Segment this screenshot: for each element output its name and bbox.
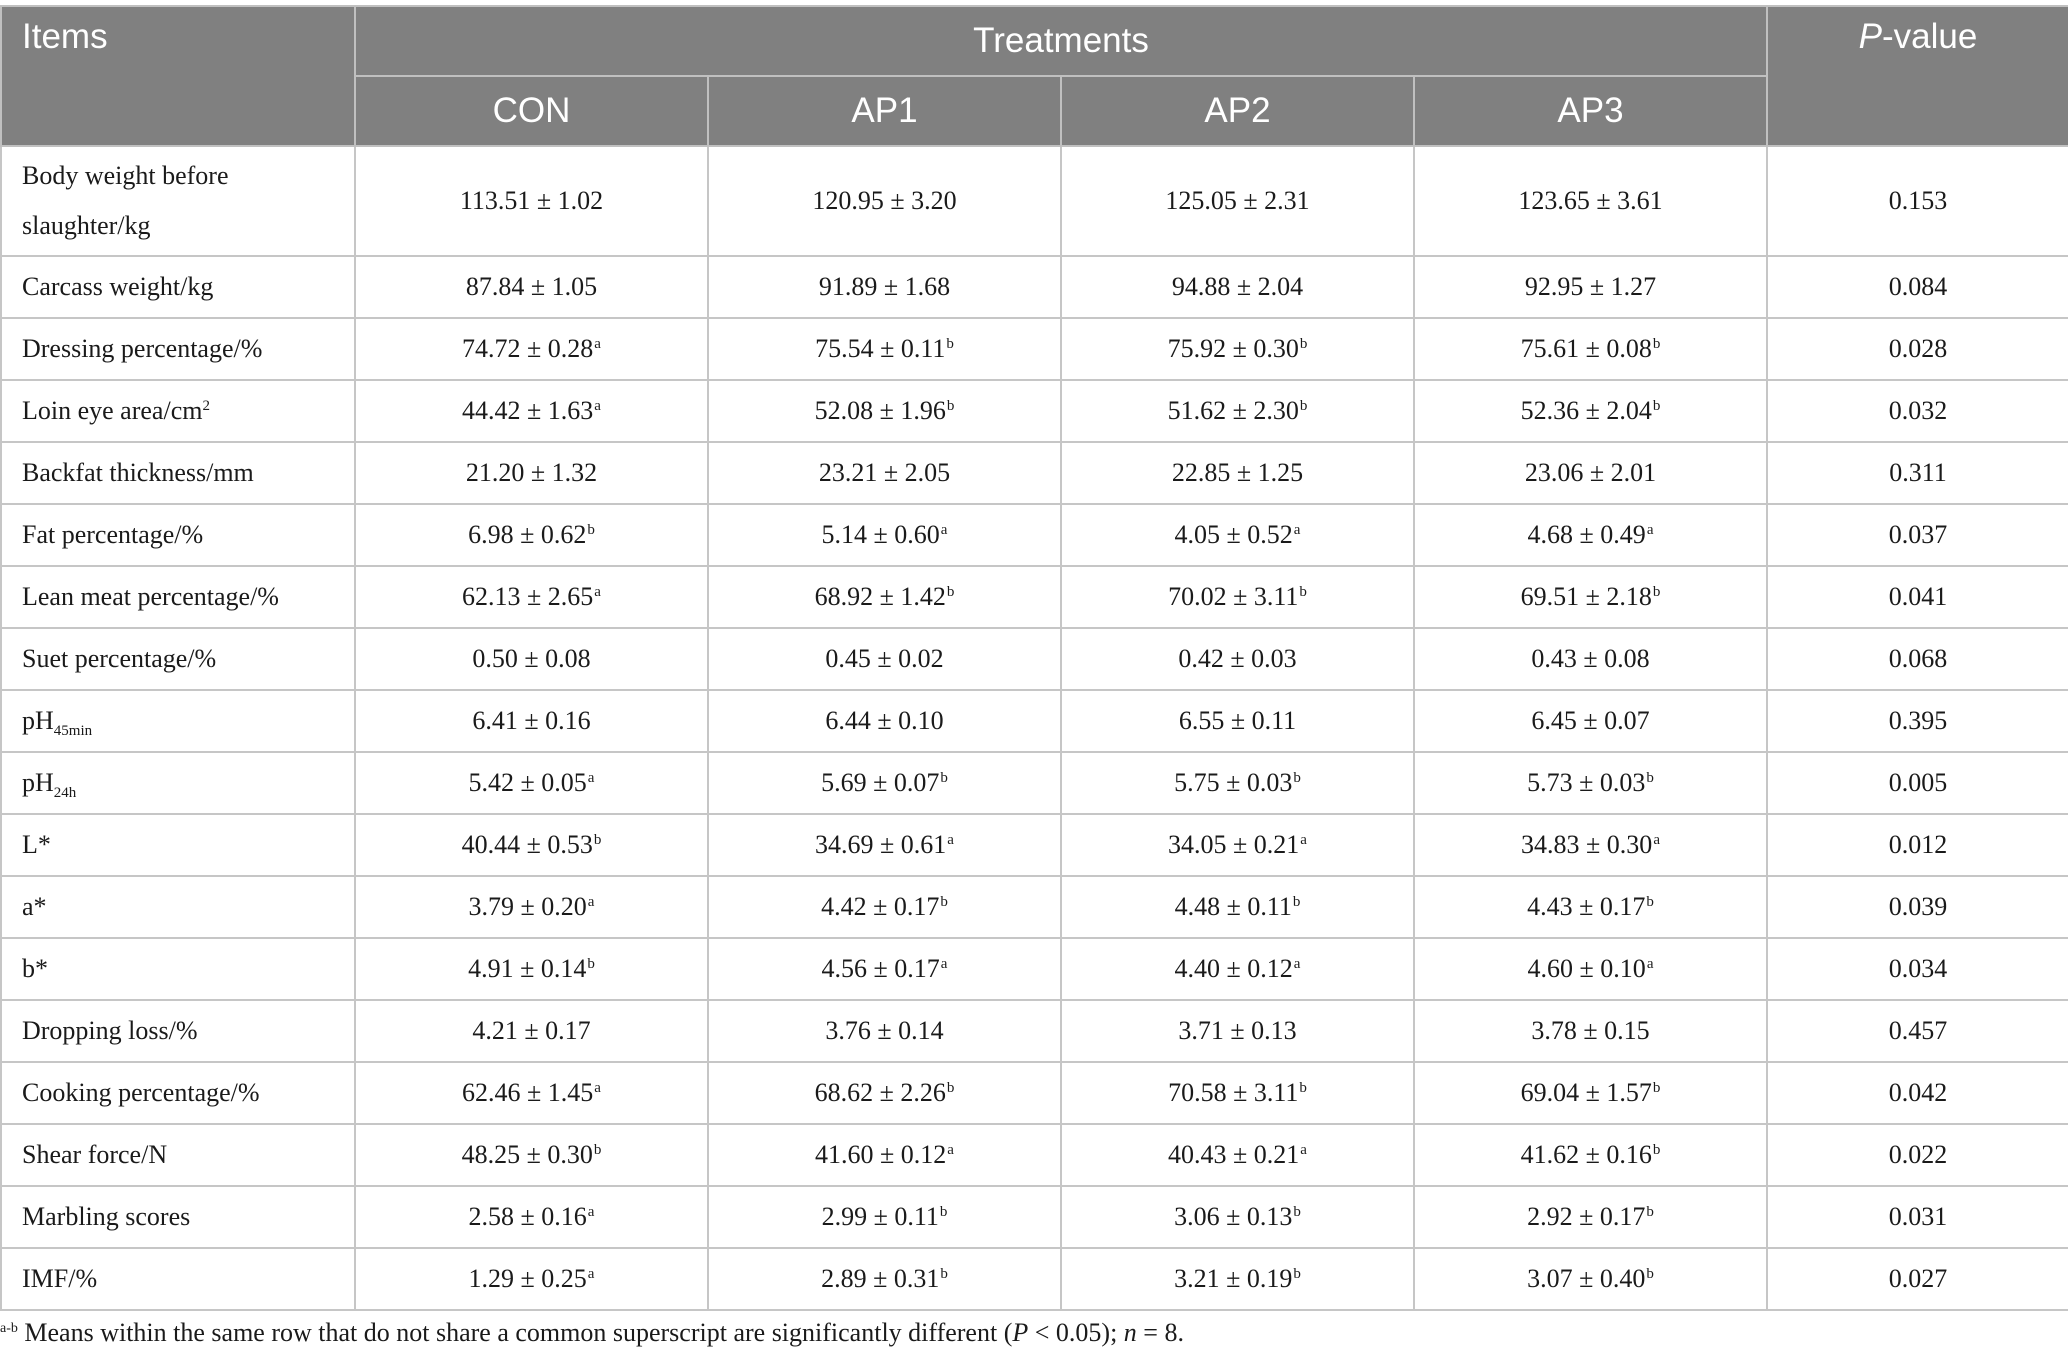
row-label-text: Carcass weight/kg [22,272,214,301]
cell-ap2 [1061,380,1414,442]
cell-value: 23.21 ± 2.05 [818,458,951,487]
cell-con [355,566,708,628]
table-row [1,442,2068,504]
cell-pvalue: 0.022 [1767,1124,2068,1186]
cell-value: 3.76 ± 0.14 [825,1016,944,1045]
significance-superscript: a [587,770,595,786]
cell-value: 69.04 ± 1.57 [1520,1078,1652,1107]
row-label-text: Loin eye area/cm [22,396,203,425]
cell-value: 23.06 ± 2.01 [1524,458,1657,487]
cell-value: 70.58 ± 3.11 [1168,1078,1299,1107]
cell-value: 0.50 ± 0.08 [472,644,591,673]
significance-superscript: b [1293,770,1301,786]
cell-value: 40.44 ± 0.53 [461,830,593,859]
cell-value: 3.21 ± 0.19 [1174,1264,1293,1293]
cell-ap1 [708,146,1061,256]
treatments-header: Treatments [355,6,1767,76]
cell-ap1 [708,1062,1061,1124]
table-row [1,1248,2068,1310]
row-label [1,380,355,442]
cell-pvalue: 0.395 [1767,690,2068,752]
significance-superscript: b [1293,1266,1301,1282]
cell-value: 4.40 ± 0.12 [1174,954,1293,983]
cell-ap1 [708,876,1061,938]
cell-value: 70.02 ± 3.11 [1168,582,1299,611]
cell-pvalue: 0.012 [1767,814,2068,876]
cell-ap1 [708,442,1061,504]
cell-value: 4.21 ± 0.17 [472,1016,591,1045]
cell-value: 48.25 ± 0.30 [461,1140,593,1169]
significance-superscript: b [1652,1080,1661,1096]
pvalue-header-rest: -value [1882,17,1978,56]
group-header-con: CON [355,76,708,146]
cell-pvalue: 0.005 [1767,752,2068,814]
cell-value: 41.62 ± 0.16 [1520,1140,1652,1169]
cell-pvalue: 0.032 [1767,380,2068,442]
cell-con [355,690,708,752]
cell-value: 44.42 ± 1.63 [462,396,594,425]
cell-ap2 [1061,628,1414,690]
cell-con [355,876,708,938]
table-row [1,814,2068,876]
cell-ap2 [1061,256,1414,318]
cell-con [355,1062,708,1124]
cell-ap1 [708,1186,1061,1248]
significance-superscript: b [587,956,595,972]
row-label-text: Fat percentage/% [22,520,204,549]
significance-superscript: b [939,1204,948,1220]
cell-ap3 [1414,814,1767,876]
row-label-text: Marbling scores [22,1202,191,1231]
cell-value: 92.95 ± 1.27 [1524,272,1657,301]
cell-value: 68.92 ± 1.42 [814,582,946,611]
cell-value: 41.60 ± 0.12 [815,1140,947,1169]
cell-pvalue: 0.068 [1767,628,2068,690]
row-label [1,814,355,876]
significance-superscript: a [1293,522,1301,538]
cell-ap1 [708,628,1061,690]
significance-superscript: a [594,584,601,600]
row-label-text: pH [22,706,54,735]
significance-superscript: a [1646,522,1654,538]
row-label [1,876,355,938]
row-label-text: Lean meat percentage/% [22,582,279,611]
row-label-text: Suet percentage/% [22,644,217,673]
cell-ap3 [1414,938,1767,1000]
cell-con [355,318,708,380]
significance-superscript: b [1646,1204,1654,1220]
items-header: Items [1,6,355,146]
row-label-text: b* [22,954,48,983]
table-row [1,938,2068,1000]
cell-value: 94.88 ± 2.04 [1171,272,1304,301]
cell-ap3 [1414,380,1767,442]
cell-value: 4.05 ± 0.52 [1174,520,1293,549]
footnote-superscript: a-b [0,1321,18,1336]
cell-ap1 [708,752,1061,814]
cell-value: 113.51 ± 1.02 [459,186,604,215]
cell-pvalue: 0.042 [1767,1062,2068,1124]
cell-value: 6.98 ± 0.62 [468,520,587,549]
row-label-text: a* [22,892,47,921]
cell-value: 2.58 ± 0.16 [468,1202,587,1231]
cell-ap2 [1061,876,1414,938]
significance-superscript: a [594,336,601,352]
significance-superscript: b [940,894,948,910]
cell-ap2 [1061,1248,1414,1310]
cell-ap2 [1061,1000,1414,1062]
cell-value: 4.56 ± 0.17 [821,954,940,983]
significance-superscript: b [1646,1266,1654,1282]
cell-value: 87.84 ± 1.05 [465,272,598,301]
row-label [1,146,355,256]
cell-value: 4.68 ± 0.49 [1527,520,1646,549]
row-label [1,256,355,318]
cell-ap2 [1061,814,1414,876]
cell-ap3 [1414,876,1767,938]
cell-value: 3.06 ± 0.13 [1174,1202,1293,1231]
table-row [1,628,2068,690]
cell-value: 5.75 ± 0.03 [1174,768,1293,797]
footnote-text-1: Means within the same row that do not share a common superscript are significantly different ( [17,1318,1013,1347]
cell-ap3 [1414,504,1767,566]
cell-con [355,752,708,814]
cell-value: 75.54 ± 0.11 [815,334,946,363]
significance-superscript: a [1300,832,1307,848]
significance-superscript: b [1652,336,1661,352]
footnote-n-italic: n [1123,1318,1137,1347]
cell-ap2 [1061,442,1414,504]
table-row [1,380,2068,442]
cell-ap2 [1061,504,1414,566]
group-header-ap3: AP3 [1414,76,1767,146]
cell-value: 2.89 ± 0.31 [821,1264,940,1293]
significance-superscript: b [1652,584,1661,600]
significance-superscript: a [1653,832,1660,848]
cell-value: 69.51 ± 2.18 [1520,582,1652,611]
cell-value: 62.46 ± 1.45 [462,1078,594,1107]
cell-con [355,1248,708,1310]
row-label-text: pH [22,768,54,797]
cell-ap3 [1414,628,1767,690]
cell-value: 4.91 ± 0.14 [468,954,587,983]
row-label [1,1248,355,1310]
significance-superscript: b [1299,336,1308,352]
table-row [1,1000,2068,1062]
footnote-text-3: = 8. [1136,1318,1184,1347]
row-label-text: Dropping loss/% [22,1016,198,1045]
row-label-text: L* [22,830,51,859]
cell-value: 34.69 ± 0.61 [815,830,947,859]
table-row [1,752,2068,814]
cell-ap1 [708,380,1061,442]
cell-value: 120.95 ± 3.20 [812,186,957,215]
cell-value: 5.42 ± 0.05 [468,768,587,797]
row-label [1,1062,355,1124]
row-label [1,628,355,690]
cell-ap3 [1414,1062,1767,1124]
cell-value: 0.45 ± 0.02 [825,644,944,673]
significance-superscript: b [1299,1080,1307,1096]
cell-con [355,146,708,256]
row-label [1,504,355,566]
table-row [1,690,2068,752]
cell-ap1 [708,256,1061,318]
cell-con [355,256,708,318]
cell-con [355,1186,708,1248]
cell-ap2 [1061,938,1414,1000]
significance-superscript: b [593,1142,602,1158]
cell-pvalue: 0.031 [1767,1186,2068,1248]
cell-value: 3.71 ± 0.13 [1178,1016,1297,1045]
cell-value: 2.99 ± 0.11 [821,1202,939,1231]
cell-pvalue: 0.037 [1767,504,2068,566]
significance-superscript: b [946,1080,955,1096]
cell-pvalue: 0.028 [1767,318,2068,380]
cell-value: 125.05 ± 2.31 [1165,186,1310,215]
table-row [1,256,2068,318]
cell-pvalue: 0.457 [1767,1000,2068,1062]
cell-pvalue: 0.034 [1767,938,2068,1000]
significance-superscript: a [587,1204,595,1220]
cell-value: 5.14 ± 0.60 [821,520,940,549]
row-label [1,442,355,504]
pvalue-header-italic: P [1858,17,1883,56]
cell-ap1 [708,318,1061,380]
table-row [1,1124,2068,1186]
cell-ap3 [1414,1186,1767,1248]
cell-ap3 [1414,1248,1767,1310]
cell-value: 5.73 ± 0.03 [1527,768,1646,797]
cell-ap3 [1414,690,1767,752]
significance-superscript: b [1293,1204,1301,1220]
cell-ap1 [708,690,1061,752]
cell-value: 6.45 ± 0.07 [1531,706,1650,735]
significance-superscript: b [1646,894,1654,910]
cell-value: 51.62 ± 2.30 [1167,396,1299,425]
row-label-text: Backfat thickness/mm [22,458,254,487]
significance-superscript: b [1652,398,1661,414]
cell-pvalue: 0.153 [1767,146,2068,256]
cell-value: 21.20 ± 1.32 [465,458,598,487]
cell-value: 40.43 ± 0.21 [1168,1140,1300,1169]
row-label [1,938,355,1000]
cell-ap1 [708,566,1061,628]
cell-value: 4.42 ± 0.17 [821,892,940,921]
cell-ap2 [1061,752,1414,814]
significance-superscript: b [1299,398,1308,414]
significance-superscript: b [593,832,602,848]
significance-superscript: b [946,398,955,414]
row-label [1,566,355,628]
cell-pvalue: 0.041 [1767,566,2068,628]
table-body [1,146,2068,1310]
cell-ap3 [1414,256,1767,318]
cell-value: 6.55 ± 0.11 [1178,706,1297,735]
cell-ap2 [1061,1124,1414,1186]
cell-pvalue: 0.311 [1767,442,2068,504]
significance-superscript: b [1299,584,1307,600]
significance-superscript: a [594,1080,601,1096]
cell-ap1 [708,814,1061,876]
row-label [1,752,355,814]
cell-value: 123.65 ± 3.61 [1518,186,1663,215]
significance-superscript: a [947,1142,954,1158]
cell-value: 52.36 ± 2.04 [1520,396,1652,425]
table-row [1,876,2068,938]
cell-con [355,814,708,876]
significance-superscript: b [1292,894,1301,910]
cell-value: 3.07 ± 0.40 [1527,1264,1646,1293]
cell-ap1 [708,1124,1061,1186]
cell-pvalue: 0.027 [1767,1248,2068,1310]
cell-value: 5.69 ± 0.07 [821,768,940,797]
cell-value: 4.60 ± 0.10 [1527,954,1646,983]
cell-value: 6.44 ± 0.10 [825,706,944,735]
cell-value: 0.43 ± 0.08 [1531,644,1650,673]
significance-superscript: b [587,522,595,538]
cell-value: 4.43 ± 0.17 [1527,892,1646,921]
significance-superscript: b [946,584,955,600]
row-label-text: IMF/% [22,1264,98,1293]
cell-ap2 [1061,318,1414,380]
table-row [1,1186,2068,1248]
significance-superscript: a [940,522,948,538]
significance-superscript: a [587,894,595,910]
row-label-text: Body weight before slaughter/kg [22,161,229,240]
cell-ap2 [1061,566,1414,628]
cell-value: 6.41 ± 0.16 [472,706,591,735]
cell-value: 22.85 ± 1.25 [1171,458,1304,487]
significance-superscript: a [1646,956,1654,972]
cell-ap3 [1414,146,1767,256]
significance-superscript: a [1300,1142,1307,1158]
cell-value: 2.92 ± 0.17 [1527,1202,1646,1231]
cell-ap3 [1414,318,1767,380]
cell-ap3 [1414,1000,1767,1062]
row-label-text: Cooking percentage/% [22,1078,260,1107]
table-row [1,566,2068,628]
cell-ap2 [1061,1186,1414,1248]
footnote-text-2: < 0.05); [1028,1318,1124,1347]
row-label-subscript: 45min [53,723,93,739]
cell-value: 75.61 ± 0.08 [1520,334,1652,363]
significance-superscript: a [587,1266,595,1282]
cell-pvalue: 0.084 [1767,256,2068,318]
group-header-ap1: AP1 [708,76,1061,146]
significance-superscript: a [947,832,954,848]
cell-con [355,938,708,1000]
significance-superscript: a [1293,956,1301,972]
footnote-p-italic: P [1012,1318,1029,1347]
row-label-superscript: 2 [202,398,210,414]
row-label-text: Dressing percentage/% [22,334,263,363]
cell-con [355,1124,708,1186]
cell-value: 68.62 ± 2.26 [814,1078,946,1107]
cell-ap3 [1414,442,1767,504]
significance-superscript: a [594,398,601,414]
table-row [1,504,2068,566]
cell-ap3 [1414,752,1767,814]
cell-value: 4.48 ± 0.11 [1174,892,1292,921]
significance-superscript: b [1646,770,1654,786]
cell-value: 62.13 ± 2.65 [462,582,594,611]
row-label [1,1186,355,1248]
row-label [1,1000,355,1062]
cell-value: 74.72 ± 0.28 [462,334,594,363]
cell-con [355,628,708,690]
cell-ap1 [708,1000,1061,1062]
row-label-subscript: 24h [53,785,77,801]
cell-ap3 [1414,1124,1767,1186]
significance-superscript: b [946,336,954,352]
pvalue-header [1767,6,2068,146]
significance-superscript: b [940,770,948,786]
cell-value: 3.79 ± 0.20 [468,892,587,921]
cell-value: 34.83 ± 0.30 [1521,830,1653,859]
cell-ap1 [708,504,1061,566]
cell-con [355,1000,708,1062]
footnote [0,1318,1184,1348]
cell-value: 0.42 ± 0.03 [1178,644,1297,673]
significance-superscript: b [1652,1142,1661,1158]
significance-superscript: b [940,1266,948,1282]
cell-value: 75.92 ± 0.30 [1167,334,1299,363]
table-row [1,318,2068,380]
table-row [1,1062,2068,1124]
cell-value: 91.89 ± 1.68 [818,272,951,301]
cell-ap1 [708,938,1061,1000]
cell-ap2 [1061,690,1414,752]
cell-con [355,442,708,504]
group-header-ap2: AP2 [1061,76,1414,146]
row-label [1,690,355,752]
cell-value: 1.29 ± 0.25 [468,1264,587,1293]
results-table [0,5,2068,1311]
row-label [1,1124,355,1186]
row-label-text: Shear force/N [22,1140,168,1169]
row-label [1,318,355,380]
cell-value: 3.78 ± 0.15 [1531,1016,1650,1045]
cell-ap3 [1414,566,1767,628]
cell-con [355,504,708,566]
cell-con [355,380,708,442]
cell-ap1 [708,1248,1061,1310]
cell-ap2 [1061,1062,1414,1124]
cell-ap2 [1061,146,1414,256]
cell-value: 34.05 ± 0.21 [1168,830,1300,859]
cell-pvalue: 0.039 [1767,876,2068,938]
cell-value: 52.08 ± 1.96 [814,396,946,425]
significance-superscript: a [940,956,948,972]
table-row [1,146,2068,256]
